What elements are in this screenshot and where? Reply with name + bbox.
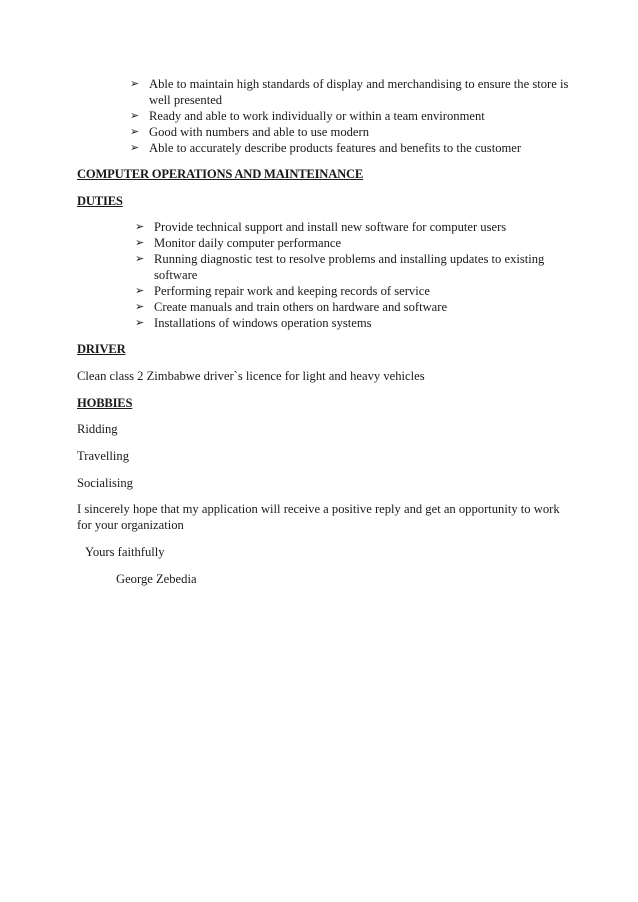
signature-name: George Zebedia	[116, 572, 197, 586]
closing-paragraph: I sincerely hope that my application will receive a positive reply and get an opportunity to work for your organization	[77, 502, 560, 532]
skills-list	[130, 76, 580, 156]
arrow-bullet-icon: ➢	[130, 141, 140, 154]
computer-operations-heading: COMPUTER OPERATIONS AND MAINTEINANCE	[77, 167, 364, 181]
driver-heading: DRIVER	[77, 342, 126, 356]
list-item	[135, 315, 565, 331]
list-item-text: Able to maintain high standards of display and merchandising to ensure the store is well presented	[149, 77, 569, 107]
hobby-item: Travelling	[77, 449, 130, 463]
list-item	[130, 76, 580, 108]
arrow-bullet-icon: ➢	[135, 220, 145, 233]
list-item-text: Provide technical support and install new software for computer users	[154, 220, 507, 234]
arrow-bullet-icon: ➢	[135, 284, 145, 297]
hobby-item: Ridding	[77, 422, 118, 436]
list-item	[135, 219, 565, 235]
arrow-bullet-icon: ➢	[135, 236, 145, 249]
list-item	[130, 140, 580, 156]
list-item-text: Running diagnostic test to resolve problems and installing updates to existing software	[154, 252, 545, 282]
signoff: Yours faithfully	[85, 545, 165, 559]
list-item	[135, 299, 565, 315]
list-item	[135, 283, 565, 299]
arrow-bullet-icon: ➢	[135, 300, 145, 313]
list-item-text: Installations of windows operation systems	[154, 316, 372, 330]
list-item-text: Able to accurately describe products features and benefits to the customer	[149, 141, 522, 155]
list-item	[130, 108, 580, 124]
arrow-bullet-icon: ➢	[130, 125, 140, 138]
list-item-text: Create manuals and train others on hardware and software	[154, 300, 448, 314]
arrow-bullet-icon: ➢	[130, 109, 140, 122]
hobby-item: Socialising	[77, 476, 133, 490]
list-item	[130, 124, 580, 140]
duties-heading: DUTIES	[77, 194, 123, 208]
duties-list	[135, 219, 565, 331]
arrow-bullet-icon: ➢	[130, 77, 140, 90]
list-item-text: Performing repair work and keeping records of service	[154, 284, 430, 298]
list-item-text: Ready and able to work individually or within a team environment	[149, 109, 485, 123]
list-item	[135, 251, 565, 283]
arrow-bullet-icon: ➢	[135, 252, 145, 265]
hobbies-heading: HOBBIES	[77, 396, 133, 410]
list-item-text: Monitor daily computer performance	[154, 236, 342, 250]
list-item-text: Good with numbers and able to use modern	[149, 125, 369, 139]
arrow-bullet-icon: ➢	[135, 316, 145, 329]
list-item	[135, 235, 565, 251]
driver-text: Clean class 2 Zimbabwe driver`s licence for light and heavy vehicles	[77, 369, 425, 383]
